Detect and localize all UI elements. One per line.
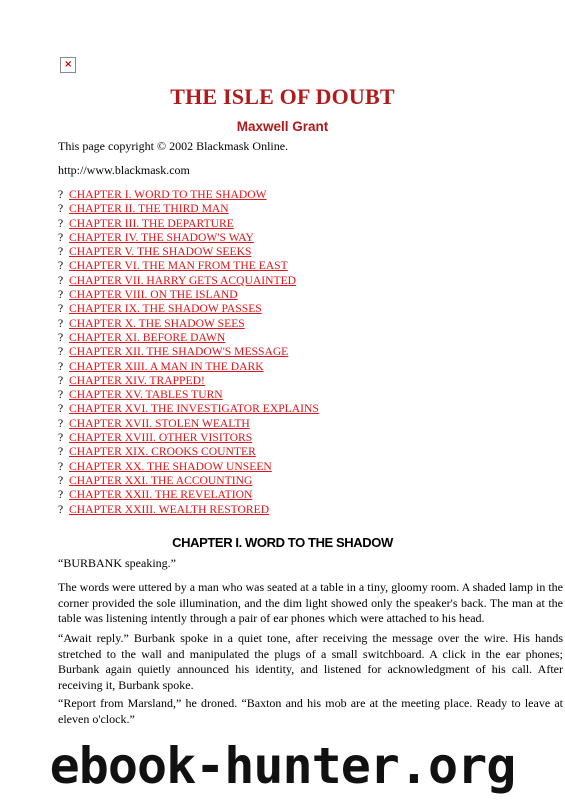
toc-item [58,217,319,231]
toc-item [58,402,319,416]
toc-bullet: ? [58,216,64,230]
toc-item [58,417,319,431]
toc-chapter-link[interactable]: CHAPTER VII. HARRY GETS ACQUAINTED [69,273,297,287]
toc-bullet: ? [58,288,64,302]
toc-chapter-link[interactable]: CHAPTER XX. THE SHADOW UNSEEN [69,459,272,473]
toc-item [58,488,319,502]
source-url: http://www.blackmask.com [58,163,190,177]
toc-bullet: ? [58,188,64,201]
copyright-notice: This page copyright © 2002 Blackmask Online. [58,139,289,153]
toc-chapter-link[interactable]: CHAPTER XI. BEFORE DAWN [69,330,226,344]
toc-item [58,245,319,259]
toc-chapter-link[interactable]: CHAPTER VIII. ON THE ISLAND [69,288,238,302]
toc-item [58,259,319,273]
toc-chapter-link[interactable]: CHAPTER XXI. THE ACCOUNTING [69,473,253,487]
toc-bullet: ? [58,302,64,316]
toc-chapter-link[interactable]: CHAPTER IV. THE SHADOW'S WAY [69,230,254,244]
toc-chapter-link[interactable]: CHAPTER XXII. THE REVELATION [69,488,253,502]
book-title: THE ISLE OF DOUBT [170,84,395,109]
toc-item [58,388,319,402]
toc-chapter-link[interactable]: CHAPTER IX. THE SHADOW PASSES [69,302,262,316]
toc-chapter-link[interactable]: CHAPTER XVII. STOLEN WEALTH [69,416,250,430]
toc-bullet: ? [58,402,64,416]
toc-item [58,288,319,302]
toc-bullet: ? [58,373,64,387]
toc-chapter-link[interactable]: CHAPTER I. WORD TO THE SHADOW [69,188,267,201]
toc-chapter-link[interactable]: CHAPTER XVI. THE INVESTIGATOR EXPLAINS [69,402,319,416]
toc-bullet: ? [58,416,64,430]
chapter-paragraph: “Report from Marsland,” he droned. “Baxton and his mob are at the meeting place. Ready to leave at eleven o'clock.” [58,696,563,726]
toc-chapter-link[interactable]: CHAPTER XIII. A MAN IN THE DARK [69,359,264,373]
toc-item [58,374,319,388]
toc-item [58,460,319,474]
toc-bullet: ? [58,202,64,216]
toc-bullet: ? [58,259,64,273]
toc-item [58,445,319,459]
toc-bullet: ? [58,245,64,259]
toc-bullet: ? [58,445,64,459]
toc-chapter-link[interactable]: CHAPTER XII. THE SHADOW'S MESSAGE [69,345,289,359]
toc-item [58,360,319,374]
toc-chapter-link[interactable]: CHAPTER XXIII. WEALTH RESTORED [69,502,270,516]
toc-item [58,231,319,245]
toc-bullet: ? [58,330,64,344]
toc-bullet: ? [58,230,64,244]
toc-chapter-link[interactable]: CHAPTER II. THE THIRD MAN [69,202,229,216]
toc-chapter-link[interactable]: CHAPTER XIV. TRAPPED! [69,373,205,387]
watermark-text: ebook-hunter.org [49,737,516,795]
table-of-contents [58,188,319,517]
toc-item [58,503,319,517]
toc-item [58,474,319,488]
chapter-paragraph: “BURBANK speaking.” [58,556,176,570]
toc-chapter-link[interactable]: CHAPTER XVIII. OTHER VISITORS [69,431,253,445]
chapter-paragraph: The words were uttered by a man who was seated at a table in a tiny, gloomy room. A shaded lamp in the corner provided the sole illumination, and the dim light showed only the speaker's back. The man at the table was listening intently through a pair of ear phones which were attached to his head. [58,580,563,625]
toc-item [58,302,319,316]
chapter-heading: CHAPTER I. WORD TO THE SHADOW [172,535,393,550]
broken-image-icon: × [60,57,76,73]
toc-chapter-link[interactable]: CHAPTER V. THE SHADOW SEEKS [69,245,252,259]
toc-chapter-link[interactable]: CHAPTER VI. THE MAN FROM THE EAST [69,259,288,273]
chapter-paragraph: “Await reply.” Burbank spoke in a quiet tone, after receiving the message over the wire. His hands stretched to the wall and manipulated the plugs of a small switchboard. A click in the ear phones; Burbank again quietly announced his identity, and listened for acknowledgment of his call. After receiving it, Burbank spoke. [58,631,563,692]
book-author: Maxwell Grant [236,119,329,134]
toc-bullet: ? [58,345,64,359]
toc-bullet: ? [58,359,64,373]
toc-bullet: ? [58,316,64,330]
toc-bullet: ? [58,388,64,402]
toc-chapter-link[interactable]: CHAPTER XV. TABLES TURN [69,388,223,402]
toc-item [58,202,319,216]
toc-bullet: ? [58,459,64,473]
toc-item [58,331,319,345]
toc-item [58,345,319,359]
toc-bullet: ? [58,502,64,516]
toc-item [58,431,319,445]
toc-item [58,317,319,331]
toc-item [58,274,319,288]
toc-bullet: ? [58,473,64,487]
toc-bullet: ? [58,488,64,502]
toc-chapter-link[interactable]: CHAPTER XIX. CROOKS COUNTER [69,445,256,459]
toc-item [58,188,319,202]
toc-chapter-link[interactable]: CHAPTER X. THE SHADOW SEES [69,316,245,330]
toc-bullet: ? [58,273,64,287]
toc-bullet: ? [58,431,64,445]
toc-chapter-link[interactable]: CHAPTER III. THE DEPARTURE [69,216,234,230]
